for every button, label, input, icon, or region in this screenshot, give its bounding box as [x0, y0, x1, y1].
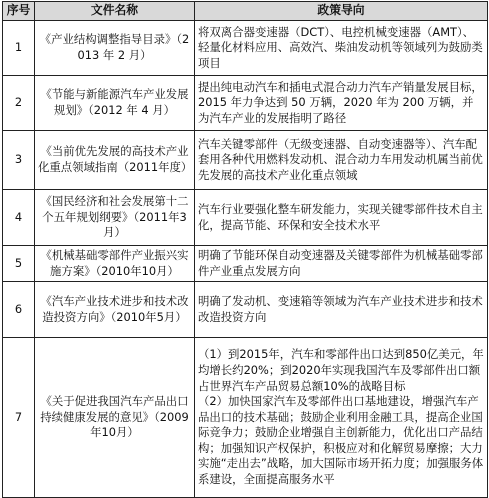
table-row	[3, 190, 488, 246]
policy-table	[2, 1, 488, 498]
row-file-name: 《国民经济和社会发展第十二个五年规划纲要》（2011年3月）	[35, 190, 195, 246]
row-index: 4	[3, 190, 35, 246]
row-index: 3	[3, 131, 35, 190]
row-file-name: 《节能与新能源汽车产业发展规划》（2012 年 4 月）	[35, 76, 195, 131]
row-policy-direction	[195, 131, 488, 190]
table-row	[3, 246, 488, 282]
policy-paragraph: 提出纯电动汽车和插电式混合动力汽车产销量发展目标，2015 年力争达到 50 万辆，2020 年为 200 万辆，并为汽车产业的发展指明了路径	[198, 79, 483, 125]
table-row	[3, 338, 488, 498]
table-header-row	[3, 2, 488, 21]
policy-paragraph: （1）到2015年，汽车和零部件出口达到850亿美元，年均增长约20%；到2020年实现我国汽车及零部件出口额占世界汽车产品贸易总额10%的战略目标	[198, 347, 484, 393]
row-policy-direction	[195, 282, 488, 338]
row-index: 7	[3, 338, 35, 498]
row-policy-direction	[195, 190, 488, 246]
row-file-name: 《当前优先发展的高技术产业化重点领域指南（2011年度）	[35, 131, 195, 190]
header-index: 序号	[3, 2, 35, 21]
table-row	[3, 282, 488, 338]
row-file-name: 《汽车产业技术进步和技术改造投资方向》（2010年5月）	[35, 282, 195, 338]
row-index: 6	[3, 282, 35, 338]
table-row	[3, 76, 488, 131]
policy-paragraph: 明确了节能环保自动变速器及关键零部件为机械基础零部件产业重点发展方向	[198, 247, 483, 278]
header-file-name: 文件名称	[35, 2, 195, 21]
policy-paragraph: 汽车行业要强化整车研发能力，实现关键零部件技术自主化，提高节能、环保和安全技术水平	[198, 201, 483, 232]
policy-paragraph: 汽车关键零部件（无级变速器、自动变速器等）、汽车配套用各种代用燃料发动机、混合动力车用发动机属当前优先发展的高技术产业化重点领域	[198, 136, 483, 182]
row-policy-direction	[195, 338, 488, 498]
row-policy-direction	[195, 21, 488, 76]
row-index: 5	[3, 246, 35, 282]
policy-paragraph: 明确了发动机、变速箱等领域为汽车产业技术进步和技术改造投资方向	[198, 293, 483, 324]
row-file-name: 《机械基础零部件产业振兴实施方案》（2010年10月）	[35, 246, 195, 282]
policy-paragraph: （2）加快国家汽车及零部件出口基地建设，增强汽车产品出口的技术基础；鼓励企业利用金融工具，提高企业国际竞争力；鼓励企业增强自主创新能力，优化出口产品结构；加强知识产权保护，积极应对和化解贸易摩擦；大力实施“走出去”战略，加大国际市场开拓力度；加强服务体系建设，全面提高服务水平	[198, 394, 484, 487]
table-row	[3, 21, 488, 76]
policy-paragraph: 将双离合器变速器（DCT）、电控机械变速器（AMT）、轻量化材料应用、高效汽、柴油发动机等领域列为鼓励类项目	[198, 24, 483, 70]
row-index: 2	[3, 76, 35, 131]
row-file-name: 《产业结构调整指导目录》（2013 年 2 月）	[35, 21, 195, 76]
table-row	[3, 131, 488, 190]
row-policy-direction	[195, 76, 488, 131]
row-file-name: 《关于促进我国汽车产品出口持续健康发展的意见》（2009年10月）	[35, 338, 195, 498]
row-index: 1	[3, 21, 35, 76]
header-policy-direction: 政策导向	[195, 2, 488, 21]
row-policy-direction	[195, 246, 488, 282]
